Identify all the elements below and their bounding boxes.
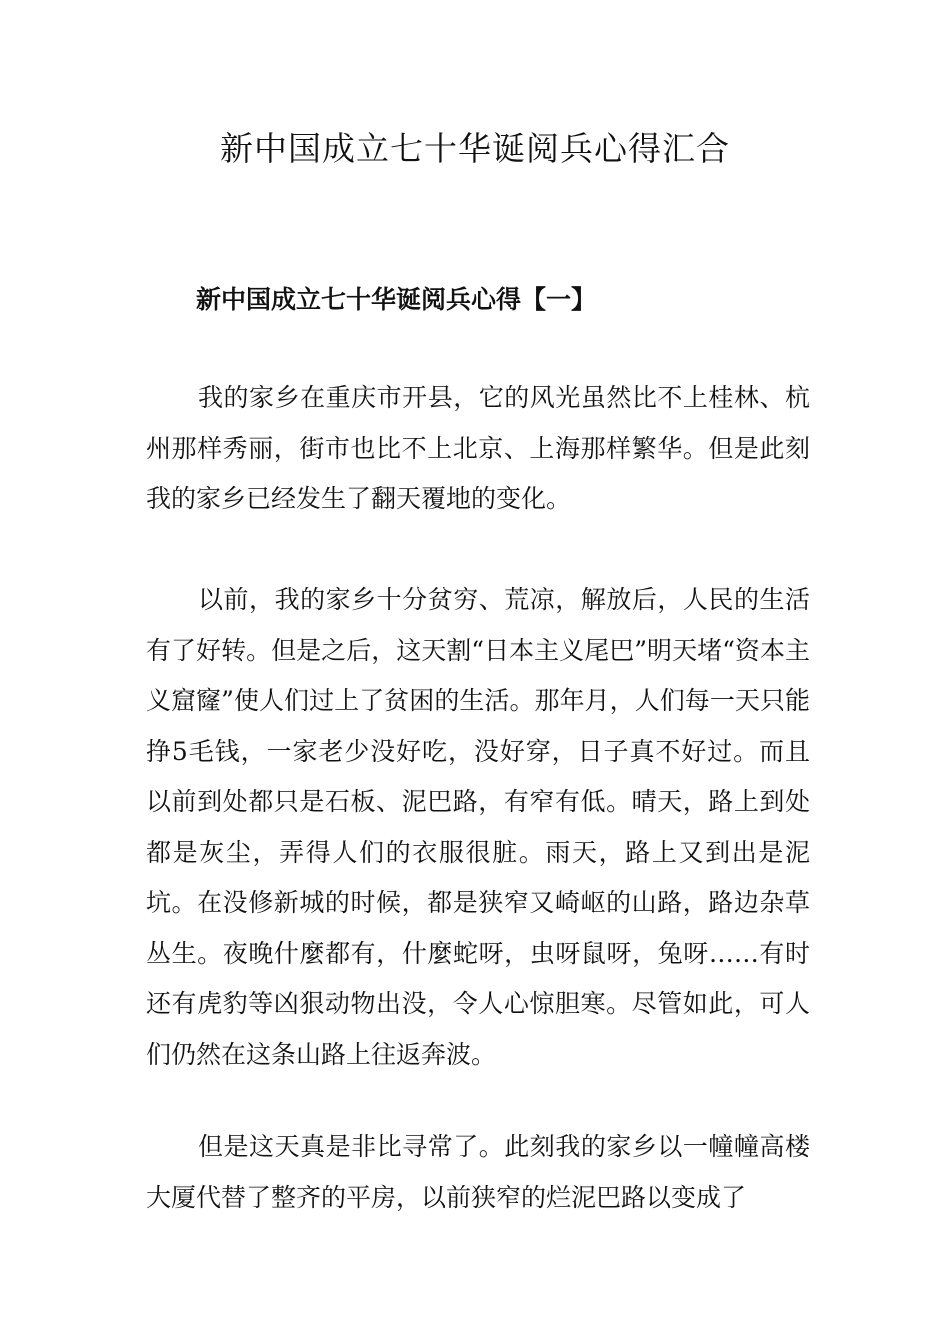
paragraph: 但是这天真是非比寻常了。此刻我的家乡以一幢幢高楼大厦代替了整齐的平房，以前狭窄的烂泥巴路以变成了 <box>146 1132 810 1212</box>
document-title: 新中国成立七十华诞阅兵心得汇合 <box>220 129 730 168</box>
paragraph: 我的家乡在重庆市开县，它的风光虽然比不上桂林、杭州那样秀丽，街市也比不上北京、上海那样繁华。但是此刻我的家乡已经发生了翻天覆地的变化。 <box>146 383 810 513</box>
paragraph: 以前，我的家乡十分贫穷、荒凉，解放后，人民的生活有了好转。但是之后，这天割“日本主义尾巴”明天堵“资本主义窟窿”使人们过上了贫困的生活。那年月，人们每一天只能挣5毛钱，一家老少没好吃，没好穿，日子真不好过。而且以前到处都只是石板、泥巴路，有窄有低。晴天，路上到处都是灰尘，弄得人们的衣服很脏。雨天，路上又到出是泥坑。在没修新城的时候，都是狭窄又崎岖的山路，路边杂草丛生。夜晚什麼都有，什麼蛇呀，虫呀鼠呀，兔呀……有时还有虎豹等凶狠动物出没，令人心惊胆寒。尽管如此，可人们仍然在这条山路上往返奔波。 <box>146 585 810 1069</box>
section-heading: 新中国成立七十华诞阅兵心得【一】 <box>196 285 597 314</box>
